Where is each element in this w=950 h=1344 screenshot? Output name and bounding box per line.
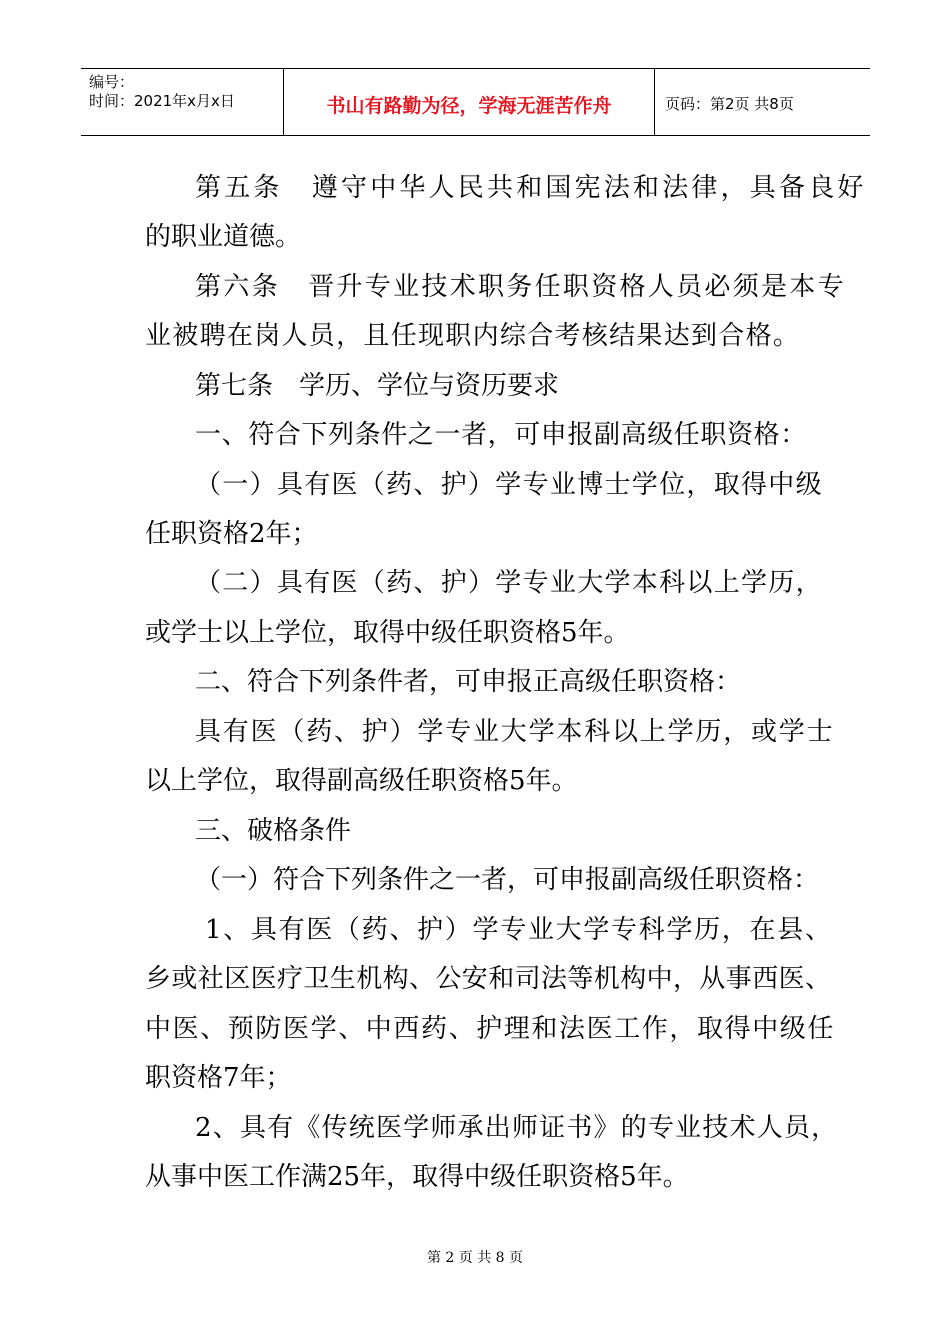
text-line: 具有医（药、护）学专业大学本科以上学历，或学士 (195, 717, 835, 747)
text-line: 二、符合下列条件者，可申报正高级任职资格： (195, 667, 742, 697)
header-page-number: 页码：第2页 共8页 (665, 95, 794, 113)
text-line: 业被聘在岗人员，且任现职内综合考核结果达到合格。 (145, 321, 801, 351)
text-line: 乡或社区医疗卫生机构、公安和司法等机构中，从事西医、 (145, 964, 832, 994)
header-motto: 书山有路勤为径，学海无涯苦作舟 (326, 95, 612, 117)
text-line: （二）具有医（药、护）学专业大学本科以上学历， (195, 568, 823, 598)
text-line: 第六条 晋升专业技术职务任职资格人员必须是本专 (195, 272, 846, 302)
text-line: 三、破格条件 (195, 816, 352, 846)
text-line: （一）具有医（药、护）学专业博士学位，取得中级 (195, 470, 823, 500)
text-line: 职资格7年； (145, 1063, 292, 1093)
text-line: 第七条 学历、学位与资历要求 (195, 371, 560, 401)
text-line: 一、符合下列条件之一者，可申报副高级任职资格： (195, 420, 807, 450)
text-line: 任职资格2年； (145, 519, 318, 549)
text-line: （一）符合下列条件之一者，可申报副高级任职资格： (195, 865, 820, 895)
doc-number-label: 编号： (89, 73, 135, 91)
text-line: 1、具有医（药、护）学专业大学专科学历，在县、 (205, 915, 833, 945)
text-line: 的职业道德。 (145, 222, 302, 252)
text-line: 中医、预防医学、中西药、护理和法医工作，取得中级任 (145, 1014, 836, 1044)
doc-time-label: 时间：2021年x月x日 (89, 92, 235, 110)
text-line: 从事中医工作满25年，取得中级任职资格5年。 (145, 1162, 689, 1192)
text-line: 第五条 遵守中华人民共和国宪法和法律，具备良好 (195, 173, 867, 203)
text-line: 2、具有《传统医学师承出师证书》的专业技术人员， (195, 1113, 839, 1143)
text-line: 或学士以上学位，取得中级任职资格5年。 (145, 618, 630, 648)
text-line: 以上学位，取得副高级任职资格5年。 (145, 766, 578, 796)
page-footer: 第 2 页 共 8 页 (426, 1250, 524, 1266)
